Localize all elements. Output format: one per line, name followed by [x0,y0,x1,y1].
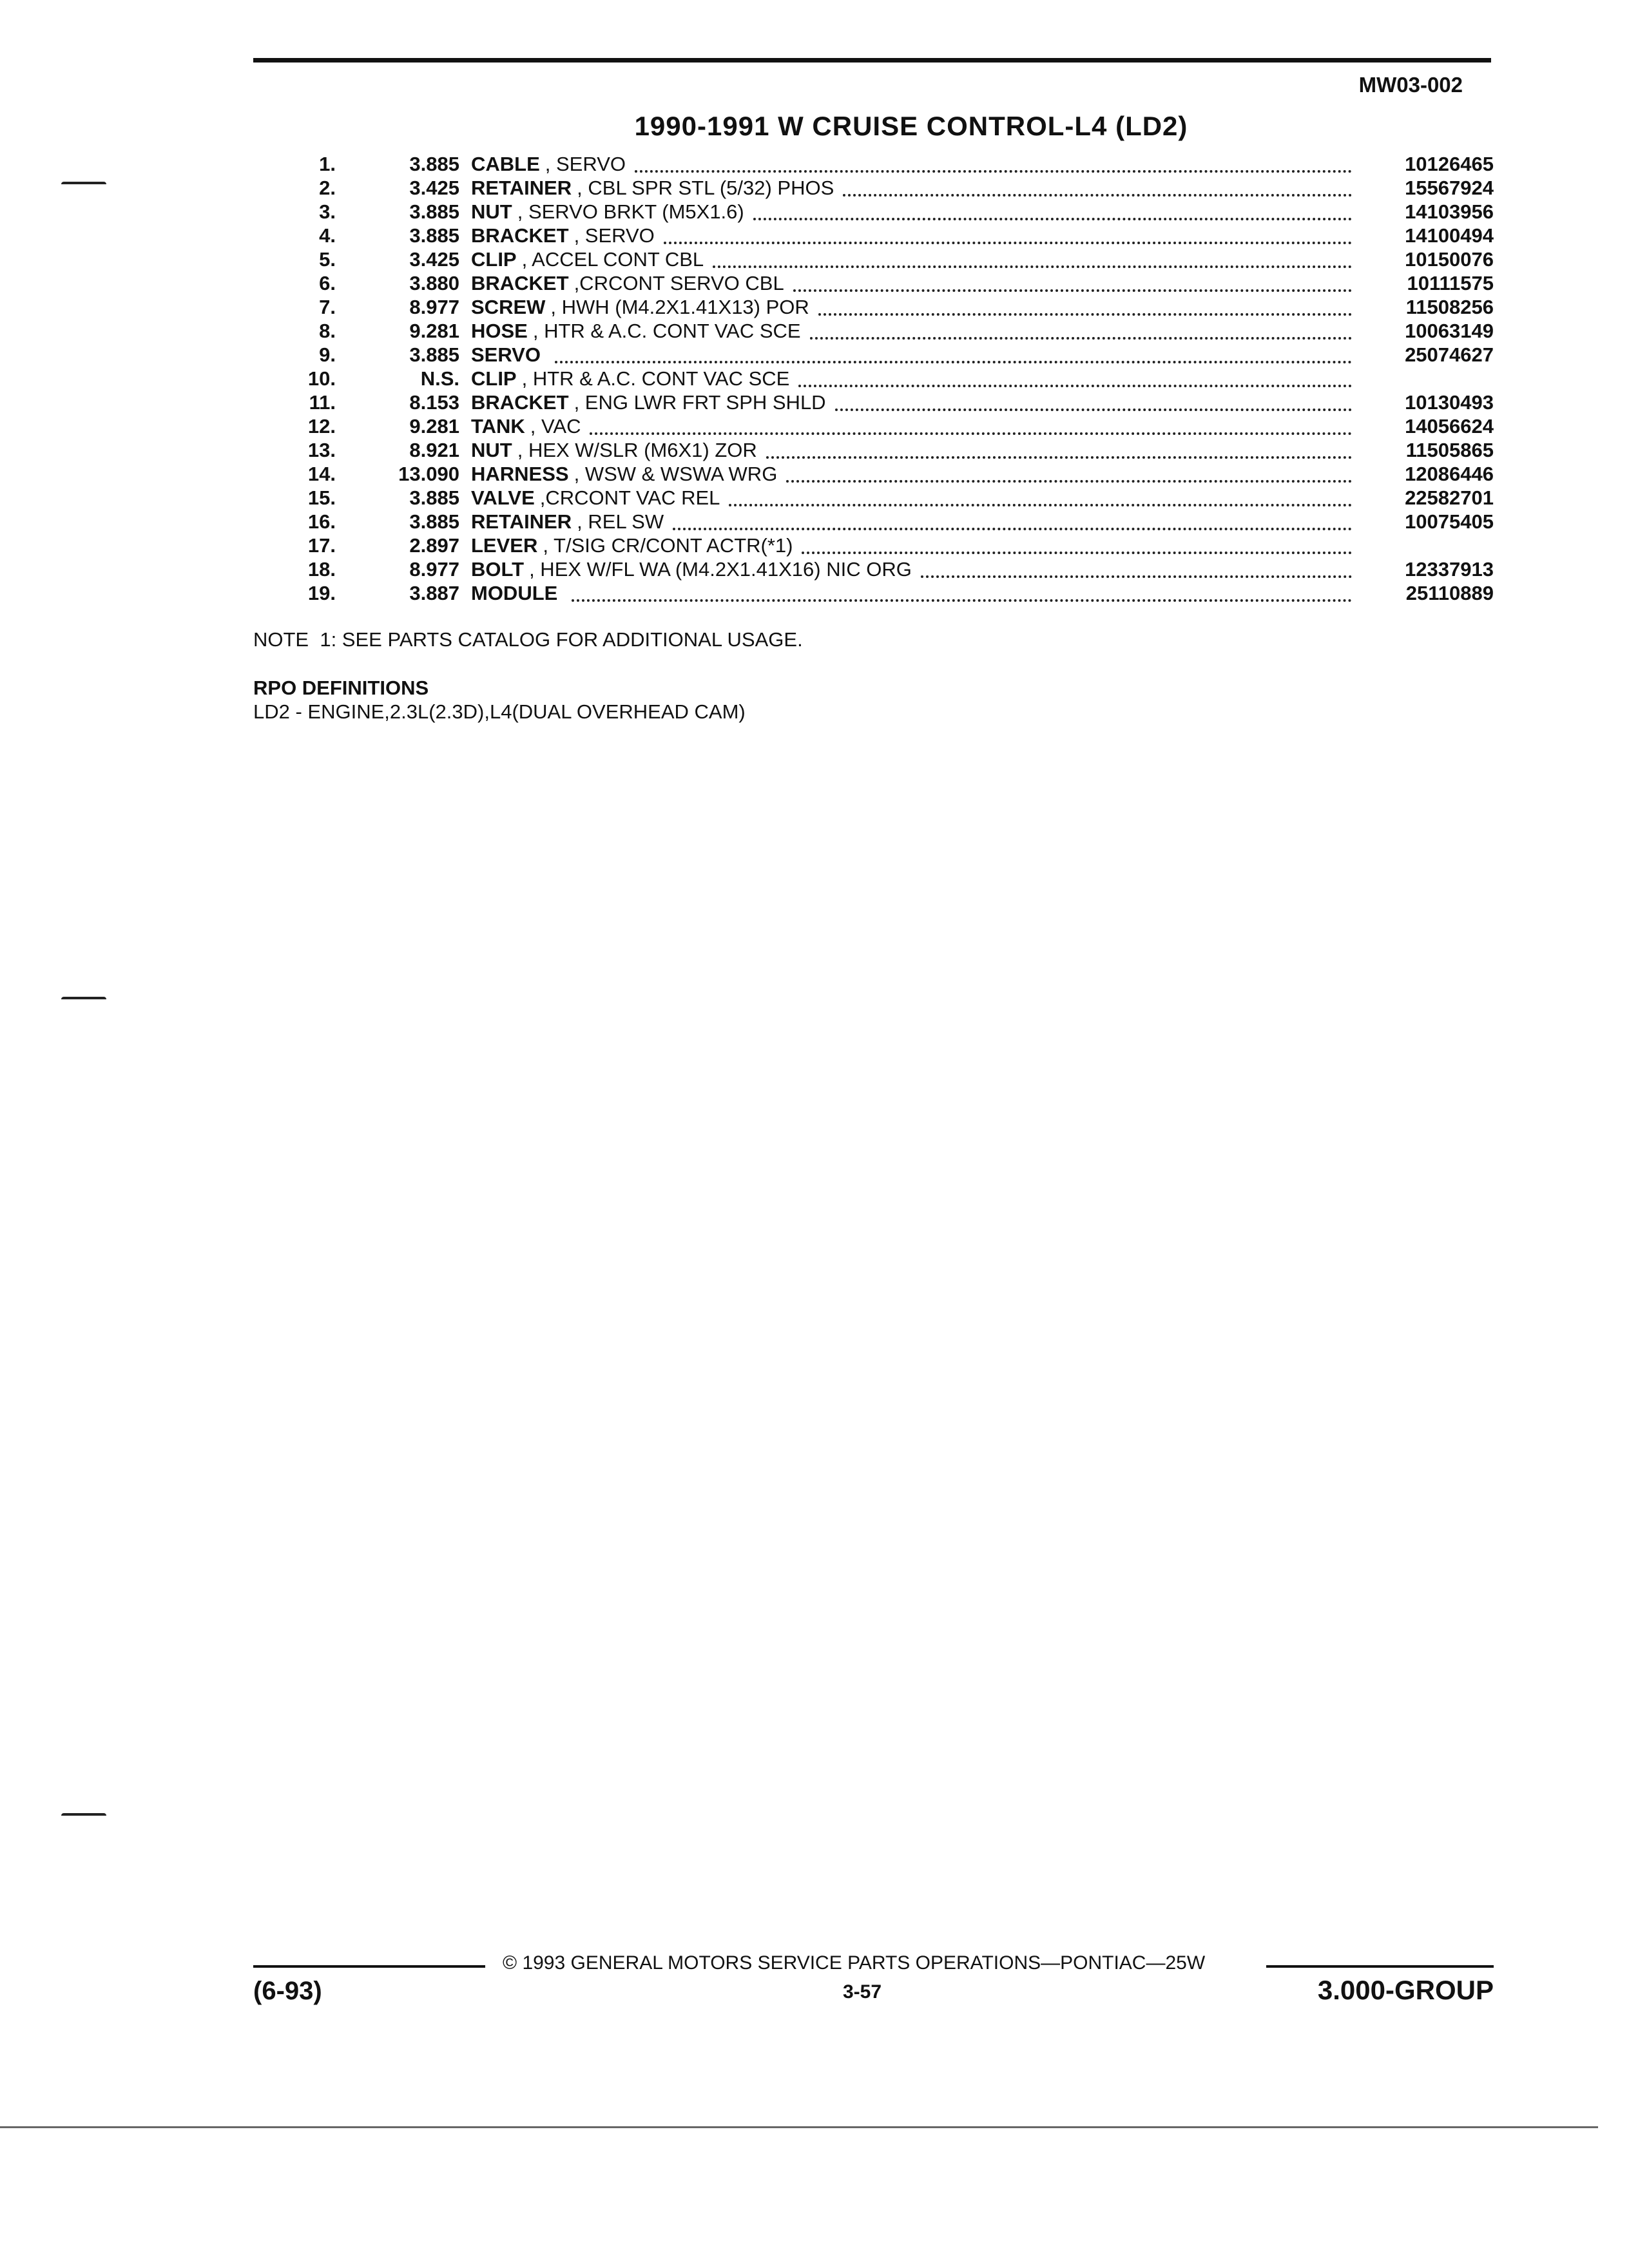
part-number: 10130493 [1405,391,1494,414]
part-number: 10126465 [1405,153,1494,175]
part-row [253,533,1494,557]
part-row [253,438,1494,462]
part-number: 11508256 [1405,296,1494,318]
dot-leader [555,347,1352,363]
item-number: 12. [307,415,336,437]
footer-rule-left [253,1965,485,1968]
item-number: 7. [319,296,336,318]
part-description [471,557,1358,581]
part-description [471,486,1358,510]
part-description [471,152,1358,176]
group-number: 8.921 [409,439,459,461]
dot-leader [590,418,1352,435]
part-spec: , SERVO [545,153,626,175]
part-number: 10075405 [1405,510,1494,533]
item-number: 2. [319,177,336,199]
document-code: MW03-002 [1358,73,1463,97]
dot-leader [798,370,1352,387]
part-name: BRACKET [471,224,569,247]
item-number: 13. [307,439,336,461]
part-spec: , HTR & A.C. CONT VAC SCE [532,320,801,342]
page-number: 3-57 [843,1981,882,2003]
group-number: 3.425 [409,177,459,199]
part-name: HARNESS [471,463,569,485]
part-description [471,295,1358,319]
footer-rule-right [1266,1965,1494,1968]
part-name: CLIP [471,367,517,390]
dot-leader [843,180,1352,197]
part-description [471,319,1358,343]
dot-leader [572,585,1352,602]
part-description [471,438,1358,462]
dot-leader [753,204,1352,220]
part-number: 25110889 [1405,582,1494,604]
part-spec: ,CRCONT VAC REL [539,486,720,509]
usage-note: NOTE 1: SEE PARTS CATALOG FOR ADDITIONAL USAGE. [253,628,803,651]
part-description [471,200,1358,224]
rpo-definition: LD2 - ENGINE,2.3L(2.3D),L4(DUAL OVERHEAD CAM) [253,700,746,723]
part-description [471,510,1358,533]
group-number: 3.885 [409,200,459,223]
group-number: 3.425 [409,248,459,271]
part-description [471,247,1358,271]
item-number: 18. [307,558,336,581]
item-number: 17. [307,534,336,557]
dot-leader [729,490,1352,506]
part-spec: , HEX W/SLR (M6X1) ZOR [517,439,757,461]
part-spec: , REL SW [577,510,664,533]
part-row [253,414,1494,438]
group-number: 8.977 [409,296,459,318]
part-name: SERVO [471,343,541,366]
item-number: 19. [307,582,336,604]
item-number: 14. [307,463,336,485]
group-number: 9.281 [409,320,459,342]
group-number: 8.153 [409,391,459,414]
part-name: VALVE [471,486,535,509]
part-spec: , SERVO BRKT (M5X1.6) [517,200,744,223]
part-description [471,343,1358,367]
part-number: 15567924 [1405,177,1494,199]
part-row [253,295,1494,319]
part-spec: , ACCEL CONT CBL [521,248,704,271]
dot-leader [802,537,1352,554]
group-number: 3.887 [409,582,459,604]
part-number: 10063149 [1405,320,1494,342]
part-description [471,176,1358,200]
part-row [253,247,1494,271]
part-name: RETAINER [471,510,572,533]
part-spec: , SERVO [574,224,655,247]
dot-leader [673,514,1352,530]
part-description [471,414,1358,438]
part-number: 12337913 [1405,558,1494,581]
part-name: TANK [471,415,525,437]
part-number: 14100494 [1405,224,1494,247]
part-number: 22582701 [1405,486,1494,509]
part-row [253,390,1494,414]
item-number: 9. [319,343,336,366]
part-spec: , ENG LWR FRT SPH SHLD [574,391,826,414]
page-title: 1990-1991 W CRUISE CONTROL-L4 (LD2) [634,111,1188,141]
rpo-heading: RPO DEFINITIONS [253,677,429,699]
part-number: 11505865 [1405,439,1494,461]
part-name: NUT [471,200,512,223]
part-row [253,319,1494,343]
group-number: 3.885 [409,224,459,247]
part-number: 14056624 [1405,415,1494,437]
part-spec: , HTR & A.C. CONT VAC SCE [521,367,790,390]
part-name: BOLT [471,558,525,581]
part-spec: , VAC [530,415,581,437]
part-row [253,557,1494,581]
item-number: 11. [309,391,336,414]
part-name: HOSE [471,320,528,342]
dot-leader [635,156,1352,173]
part-number: 10111575 [1407,272,1494,294]
part-row [253,486,1494,510]
part-row [253,581,1494,605]
part-number: 10150076 [1405,248,1494,271]
group-number: 3.885 [409,510,459,533]
part-name: MODULE [471,582,558,604]
part-number: 12086446 [1405,463,1494,485]
item-number: 16. [307,510,336,533]
group-number: 3.880 [409,272,459,294]
copyright-line: © 1993 GENERAL MOTORS SERVICE PARTS OPERATIONS—PONTIAC—25W [503,1952,1206,1974]
parts-list [253,152,1494,605]
part-row [253,176,1494,200]
part-row [253,510,1494,533]
item-number: 1. [319,153,336,175]
part-name: CLIP [471,248,517,271]
item-number: 4. [319,224,336,247]
part-name: BRACKET [471,391,569,414]
part-row [253,343,1494,367]
part-row [253,367,1494,390]
part-description [471,462,1358,486]
part-number: 14103956 [1405,200,1494,223]
binder-hole-mark [61,997,106,999]
part-description [471,390,1358,414]
part-spec: ,CRCONT SERVO CBL [574,272,784,294]
binder-hole-mark [61,1813,106,1816]
revision-date: (6-93) [253,1977,322,2005]
part-name: LEVER [471,534,538,557]
part-name: SCREW [471,296,546,318]
part-number: 25074627 [1405,343,1494,366]
part-spec: , WSW & WSWA WRG [574,463,778,485]
item-number: 15. [307,486,336,509]
group-number: 2.897 [409,534,459,557]
part-row [253,200,1494,224]
part-description [471,581,1358,605]
dot-leader [793,275,1352,292]
group-number: N.S. [420,367,459,390]
part-name: RETAINER [471,177,572,199]
part-spec: , T/SIG CR/CONT ACTR(*1) [543,534,793,557]
dot-leader [766,442,1352,459]
binder-hole-mark [61,182,106,184]
part-name: CABLE [471,153,540,175]
part-description [471,271,1358,295]
part-description [471,367,1358,390]
header-rule [253,58,1491,62]
part-spec: , CBL SPR STL (5/32) PHOS [577,177,834,199]
part-description [471,224,1358,247]
part-spec: , HEX W/FL WA (M4.2X1.41X16) NIC ORG [529,558,912,581]
part-row [253,224,1494,247]
item-number: 8. [319,320,336,342]
dot-leader [921,561,1352,578]
part-name: BRACKET [471,272,569,294]
part-spec: , HWH (M4.2X1.41X13) POR [550,296,809,318]
group-label: 3.000-GROUP [1317,1975,1494,2005]
group-number: 8.977 [409,558,459,581]
dot-leader [810,323,1352,340]
part-row [253,271,1494,295]
dot-leader [664,227,1352,244]
group-number: 13.090 [398,463,459,485]
part-row [253,462,1494,486]
page-bottom-rule [0,2126,1598,2128]
group-number: 3.885 [409,486,459,509]
item-number: 6. [319,272,336,294]
item-number: 5. [319,248,336,271]
part-row [253,152,1494,176]
group-number: 3.885 [409,343,459,366]
part-description [471,533,1358,557]
dot-leader [786,466,1352,483]
item-number: 10. [307,367,336,390]
part-name: NUT [471,439,512,461]
group-number: 9.281 [409,415,459,437]
dot-leader [818,299,1352,316]
item-number: 3. [319,200,336,223]
group-number: 3.885 [409,153,459,175]
dot-leader [713,251,1352,268]
dot-leader [835,394,1352,411]
